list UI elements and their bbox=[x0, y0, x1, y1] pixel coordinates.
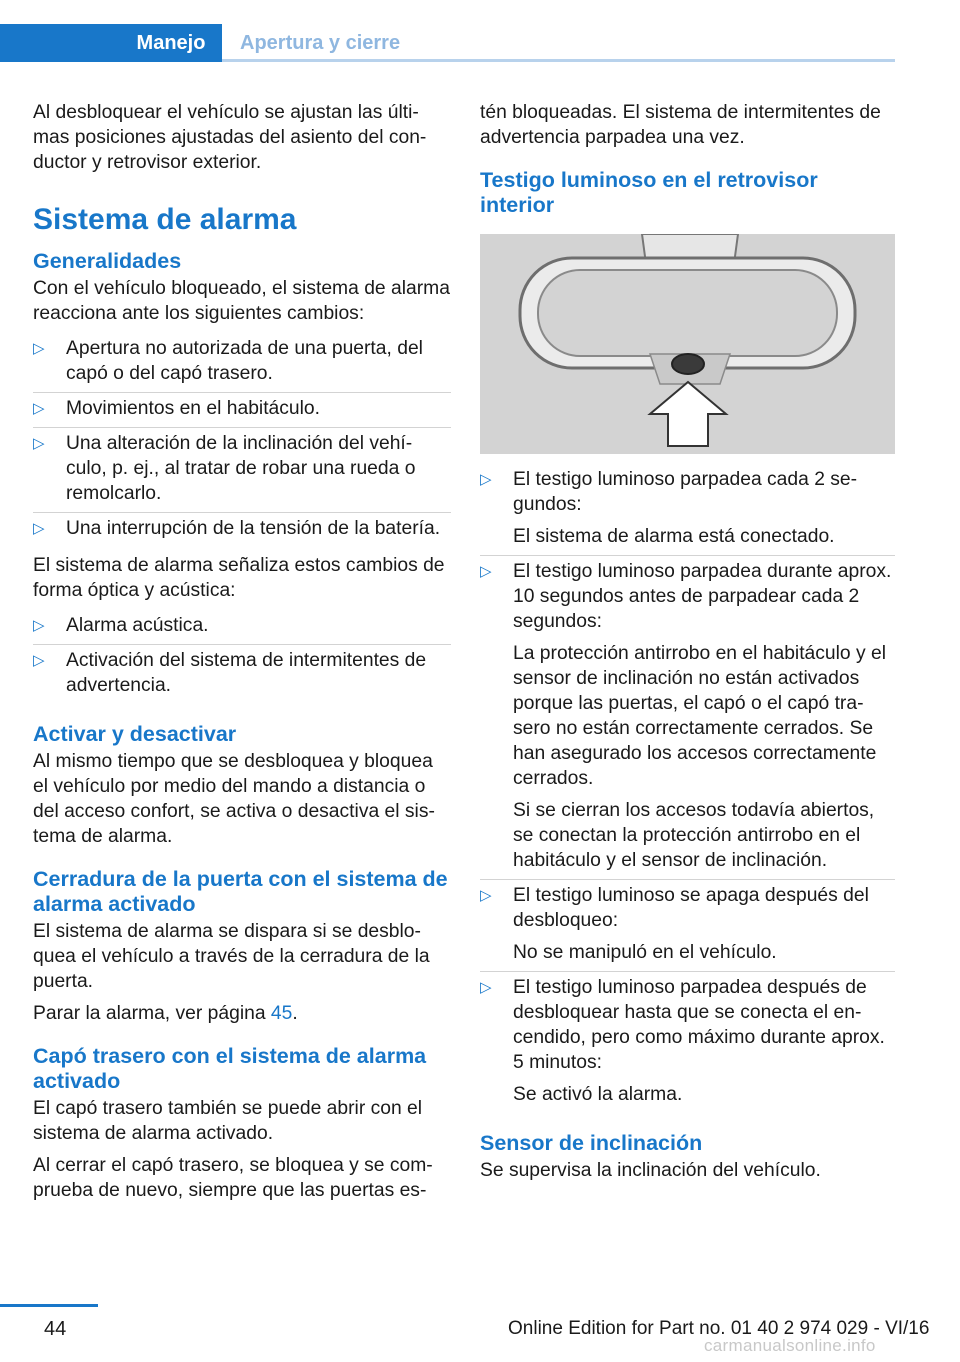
list-item: ▷ Una interrupción de la tensión de la batería. bbox=[33, 512, 451, 547]
triangle-right-icon: ▷ bbox=[33, 340, 45, 357]
subsection-title-activate: Activar y desactivar bbox=[33, 722, 237, 746]
stop-alarm-paragraph: Parar la alarma, ver página 45. bbox=[33, 1003, 298, 1024]
watermark: carmanualsonline.info bbox=[704, 1336, 876, 1355]
mirror-illustration bbox=[480, 234, 895, 454]
list-item: ▷ Activación del sistema de intermitentes de advertencia. bbox=[33, 644, 451, 704]
list-item: ▷ Apertura no autorizada de una puerta, del capó o del capó trasero. bbox=[33, 338, 423, 384]
left-column bbox=[33, 100, 451, 1210]
activate-paragraph: Al mismo tiempo que se desbloquea y bloquea el vehículo por medio del mando a distancia o del acceso confort, se activa o desactiva el sis‐tema de alarma. bbox=[33, 751, 435, 847]
footer-accent-line bbox=[0, 1304, 98, 1307]
subsection-title-trunk: Capó trasero con el sistema de alarma activado bbox=[33, 1044, 427, 1093]
led-status-list bbox=[480, 464, 895, 1113]
list-item: ▷ El testigo luminoso parpadea durante aprox. 10 segundos antes de parpadear cada 2 segundos: La protección antirrobo en el habitáculo y el sensor de inclinación no están activados porque las puertas, el capó o el capó tra‐sero no están correctamente cerrados. Se han asegurado los accesos correctamente cerrados. Si se cierran los accesos todavía abiertos, se conectan la protección antirrobo en el habitáculo y el sensor de inclinación. bbox=[480, 555, 895, 879]
list-item: ▷ El testigo luminoso parpadea cada 2 se‐gundos: El sistema de alarma está conectado. bbox=[480, 469, 858, 547]
tab-manejo[interactable]: Manejo bbox=[136, 32, 206, 54]
continuation-paragraph: tén bloqueadas. El sistema de intermitentes de advertencia parpadea una vez. bbox=[480, 102, 881, 148]
triangle-right-icon: ▷ bbox=[33, 652, 45, 669]
right-column bbox=[480, 100, 895, 1190]
triangle-right-icon: ▷ bbox=[33, 400, 45, 417]
header-divider bbox=[222, 59, 895, 62]
list-item: ▷ El testigo luminoso parpadea después de desbloquear hasta que se conecta el en‐cendido, pero como máximo durante aprox. 5 minutos: Se activó la alarma. bbox=[480, 971, 895, 1113]
triangle-right-icon: ▷ bbox=[480, 887, 492, 904]
triangle-right-icon: ▷ bbox=[33, 435, 45, 452]
intro-paragraph: Al desbloquear el vehículo se ajustan las últi‐mas posiciones ajustadas del asiento del con‐ductor y retrovisor exterior. bbox=[33, 102, 427, 173]
list-item: ▷ El testigo luminoso se apaga después del desbloqueo: No se manipuló en el vehículo. bbox=[480, 879, 895, 971]
trunk-paragraph-1: El capó trasero también se puede abrir con el sistema de alarma activado. bbox=[33, 1098, 423, 1144]
edition-text: Online Edition for Part no. 01 40 2 974 029 - VI/16 bbox=[508, 1318, 930, 1339]
triangle-right-icon: ▷ bbox=[33, 617, 45, 634]
subsection-title-tilt: Sensor de inclinación bbox=[480, 1131, 703, 1155]
list-item: ▷ Movimientos en el habitáculo. bbox=[33, 392, 451, 427]
signal-list bbox=[33, 610, 451, 704]
door-paragraph: El sistema de alarma se dispara si se desblo‐quea el vehículo a través de la cerradura de la puerta. bbox=[33, 921, 430, 992]
changes-list bbox=[33, 333, 451, 547]
triangle-right-icon: ▷ bbox=[33, 520, 45, 537]
triangle-right-icon: ▷ bbox=[480, 471, 492, 488]
page-link[interactable]: 45 bbox=[270, 1003, 293, 1024]
subsection-title-door-lock: Cerradura de la puerta con el sistema de alarma activado bbox=[33, 867, 448, 916]
section-title-alarm: Sistema de alarma bbox=[33, 203, 297, 236]
page-header bbox=[0, 24, 895, 62]
triangle-right-icon: ▷ bbox=[480, 563, 492, 580]
list-item: ▷ Una alteración de la inclinación del vehí‐culo, p. ej., al tratar de robar una rueda o remolcarlo. bbox=[33, 427, 451, 512]
tilt-paragraph: Se supervisa la inclinación del vehículo. bbox=[480, 1160, 821, 1181]
list-item: ▷ Alarma acústica. bbox=[33, 615, 209, 636]
subsection-title-led: Testigo luminoso en el retrovisor interior bbox=[480, 168, 818, 217]
subsection-title-general: Generalidades bbox=[33, 249, 182, 273]
tab-apertura-y-cierre[interactable]: Apertura y cierre bbox=[240, 32, 401, 54]
trunk-paragraph-2: Al cerrar el capó trasero, se bloquea y se com‐prueba de nuevo, siempre que las puertas es‐ bbox=[33, 1155, 433, 1201]
triangle-right-icon: ▷ bbox=[480, 979, 492, 996]
general-paragraph: Con el vehículo bloqueado, el sistema de alarma reacciona ante los siguientes cambios: bbox=[33, 278, 450, 324]
rearview-mirror-icon bbox=[480, 234, 895, 454]
page-number: 44 bbox=[44, 1318, 67, 1340]
signal-paragraph: El sistema de alarma señaliza estos cambios de forma óptica y acústica: bbox=[33, 555, 445, 601]
